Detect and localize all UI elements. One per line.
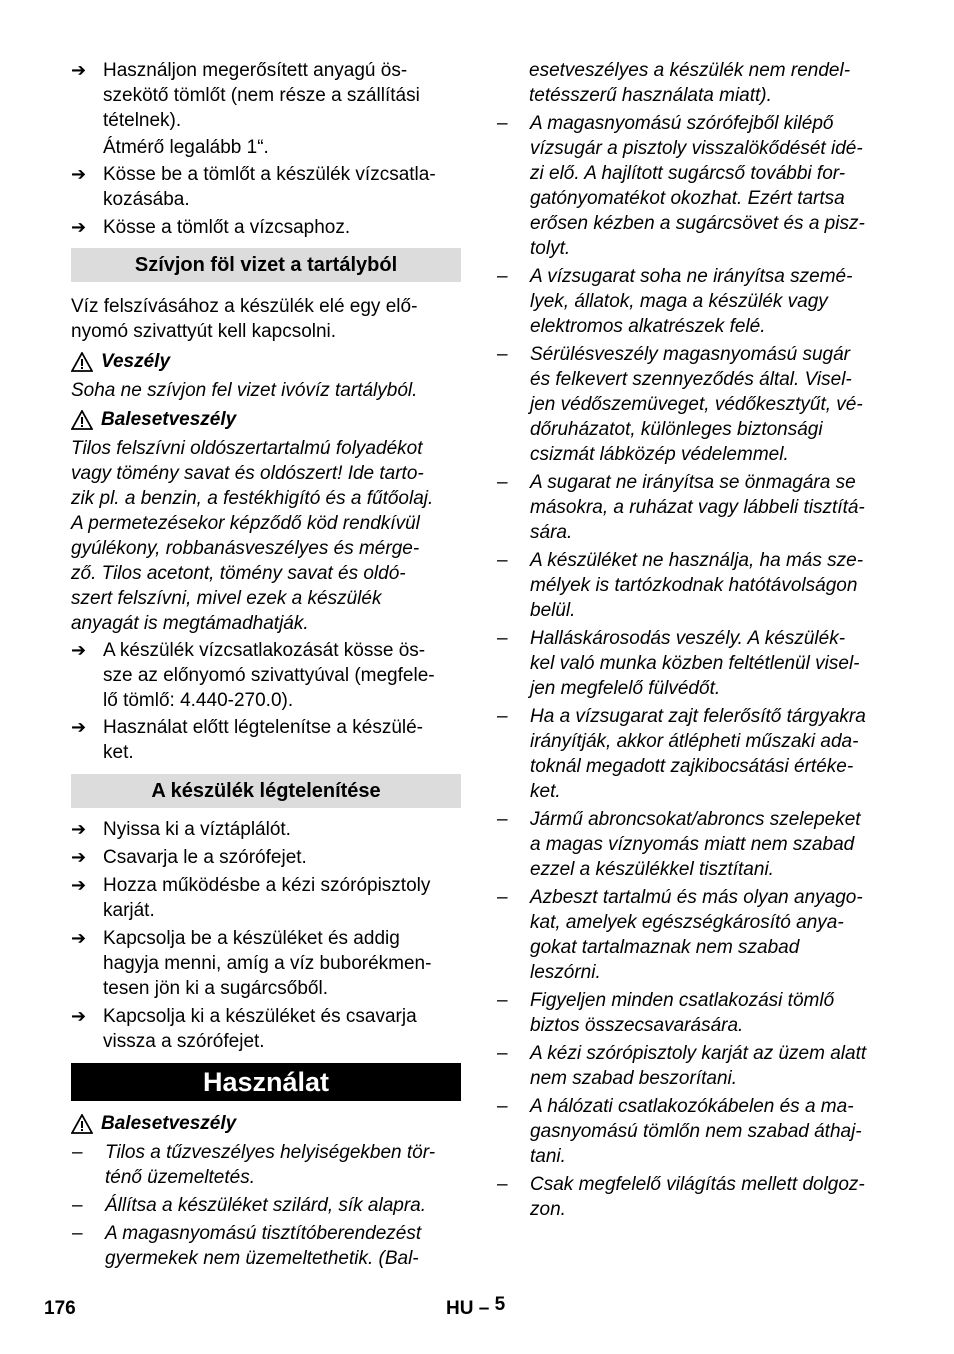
bullet-item: ➔ Hozza működésbe a kézi szórópisztoly karját.: [71, 875, 431, 921]
dash-item: – Azbeszt tartalmú és más olyan anyago- kat, amelyek egészségkárosító anya- gokat tartalmaznak nem szabad leszórni.: [497, 887, 863, 983]
dash-bullet: –: [72, 1142, 83, 1163]
section-heading: Szívjon föl vizet a tartályból: [71, 248, 461, 282]
warning-triangle-icon: [71, 1114, 93, 1134]
dash-item: – Sérülésveszély magasnyomású sugár és felkevert szennyeződés által. Visel- jen védőszemüveget, védőkesztyűt, vé- dőruházatot, különleges biztonsági csizmát lábközép védelemmel.: [497, 344, 863, 465]
dash-bullet: –: [497, 706, 508, 727]
arrow-icon: ➔: [71, 60, 87, 80]
continued-text: esetveszélyes a készülék nem rendel- tetésszerű használata miatt).: [529, 60, 851, 106]
dash-item: – Figyeljen minden csatlakozási tömlő biztos összecsavarására.: [497, 990, 835, 1036]
dash-bullet: –: [72, 1195, 83, 1216]
arrow-icon: ➔: [71, 217, 87, 237]
dash-bullet: –: [497, 266, 508, 287]
warning-triangle-icon: [71, 410, 93, 430]
bullet-item: ➔ Nyissa ki a víztáplálót.: [71, 819, 291, 840]
arrow-icon: ➔: [71, 847, 87, 867]
diameter-note: Átmérő legalább 1“.: [103, 137, 269, 158]
arrow-icon: ➔: [71, 819, 87, 839]
footer-section: HU – 5: [446, 1294, 506, 1319]
bullet-item: ➔ Kapcsolja be a készüléket és addig hagyja menni, amíg a víz buborékmen- tesen jön ki a sugárcsőből.: [71, 928, 432, 999]
dash-bullet: –: [497, 1174, 508, 1195]
left-column: [71, 58, 461, 1271]
dash-bullet: –: [497, 1096, 508, 1117]
paragraph: Víz felszívásához a készülék elé egy elő- nyomó szivattyút kell kapcsolni.: [71, 296, 418, 342]
bullet-item: ➔ Kapcsolja ki a készüléket és csavarja vissza a szórófejet.: [71, 1006, 417, 1052]
arrow-icon: ➔: [71, 928, 87, 948]
bullet-item: ➔ Csavarja le a szórófejet.: [71, 847, 307, 868]
dash-item: – Ha a vízsugarat zajt felerősítő tárgyakra irányítják, akkor átlépheti műszaki ada- toknál megadott zajkibocsátási értéke- ket.: [497, 706, 866, 802]
dash-bullet: –: [497, 1043, 508, 1064]
warning-triangle-icon: [71, 352, 93, 372]
dash-bullet: –: [72, 1223, 83, 1244]
bullet-item: ➔ A készülék vízcsatlakozását kösse ös- sze az előnyomó szivattyúval (megfele- lő tömlő: 4.440-270.0).: [71, 640, 435, 711]
bullet-item: ➔ Használat előtt légtelenítse a készülé- ket.: [71, 717, 424, 763]
dash-item: – A sugarat ne irányítsa se önmagára se másokra, a ruházat vagy lábbeli tisztítá- sára.: [497, 472, 865, 543]
dash-item: – A magasnyomású tisztítóberendezést gyermekek nem üzemeltethetik. (Bal-: [72, 1223, 422, 1269]
dash-item: – Halláskárosodás veszély. A készülék- kel való munka közben feltétlenül visel- jen megfelelő fülvédőt.: [497, 628, 860, 699]
right-column: [496, 58, 888, 1222]
dash-item: – Tilos a tűzveszélyes helyiségekben tör- ténő üzemeltetés.: [72, 1142, 436, 1188]
section-heading: A készülék légtelenítése: [71, 774, 461, 808]
dash-bullet: –: [497, 887, 508, 908]
dash-item: – Jármű abroncsokat/abroncs szelepeket a magas víznyomás miatt nem szabad ezzel a készülékkel tisztítani.: [497, 809, 861, 880]
arrow-icon: ➔: [71, 640, 87, 660]
warning-heading: Veszély: [71, 349, 461, 374]
warning-text: Tilos felszívni oldószertartalmú folyadékot vagy tömény savat és oldószert! Ide tarto- zik pl. a benzin, a festékhigító és a fűtőolaj. A permetezésekor képződő köd rendkívül gyúlékony, robbanásveszélyes és mérge- ző. Tilos acetont, tömény savat és oldó- szert felszívni, mivel ezek a készülék anyagát is megtámadhatják.: [71, 438, 434, 634]
dash-item: – A kézi szórópisztoly karját az üzem alatt nem szabad beszorítani.: [497, 1043, 867, 1089]
warning-list: [496, 111, 888, 1222]
arrow-icon: ➔: [71, 164, 87, 184]
chapter-heading: Használat: [71, 1063, 461, 1101]
warning-text: Soha ne szívjon fel vizet ivóvíz tartályból.: [71, 380, 418, 401]
dash-bullet: –: [497, 990, 508, 1011]
bullet-item: ➔ Kösse be a tömlőt a készülék vízcsatla- kozásába.: [71, 164, 436, 210]
dash-item: – A vízsugarat soha ne irányítsa szemé- lyek, állatok, maga a készülék vagy elektromos alkatrészek felé.: [497, 266, 853, 337]
bullet-item: ➔ Kösse a tömlőt a vízcsaphoz.: [71, 217, 351, 238]
warning-heading: Balesetveszély: [71, 407, 461, 432]
dash-bullet: –: [497, 550, 508, 571]
dash-bullet: –: [497, 628, 508, 649]
bullet-item: ➔ Használjon megerősített anyagú ös- szekötő tömlőt (nem része a szállítási tételnek).: [71, 60, 420, 131]
dash-item: – Csak megfelelő világítás mellett dolgoz- zon.: [497, 1174, 865, 1220]
dash-item: – A magasnyomású szórófejből kilépő vízsugár a pisztoly visszalökődését idé- zi elő. A hajlított sugárcső további for- gatónyomatékot okozhat. Ezért tartsa erősen kézben a sugárcsövet és a pisz- tolyt.: [497, 113, 865, 259]
arrow-icon: ➔: [71, 717, 87, 737]
page-number: 176: [44, 1298, 76, 1319]
dash-bullet: –: [497, 113, 508, 134]
arrow-icon: ➔: [71, 875, 87, 895]
arrow-icon: ➔: [71, 1006, 87, 1026]
dash-bullet: –: [497, 344, 508, 365]
dash-item: – Állítsa a készüléket szilárd, sík alapra.: [72, 1195, 427, 1216]
warning-heading: Balesetveszély: [71, 1111, 461, 1136]
dash-item: – A hálózati csatlakozókábelen és a ma- gasnyomású tömlőn nem szabad áthaj- tani.: [497, 1096, 862, 1167]
dash-bullet: –: [497, 472, 508, 493]
dash-item: – A készüléket ne használja, ha más sze- mélyek is tartózkodnak hatótávolságon belül.: [497, 550, 864, 621]
dash-bullet: –: [497, 809, 508, 830]
